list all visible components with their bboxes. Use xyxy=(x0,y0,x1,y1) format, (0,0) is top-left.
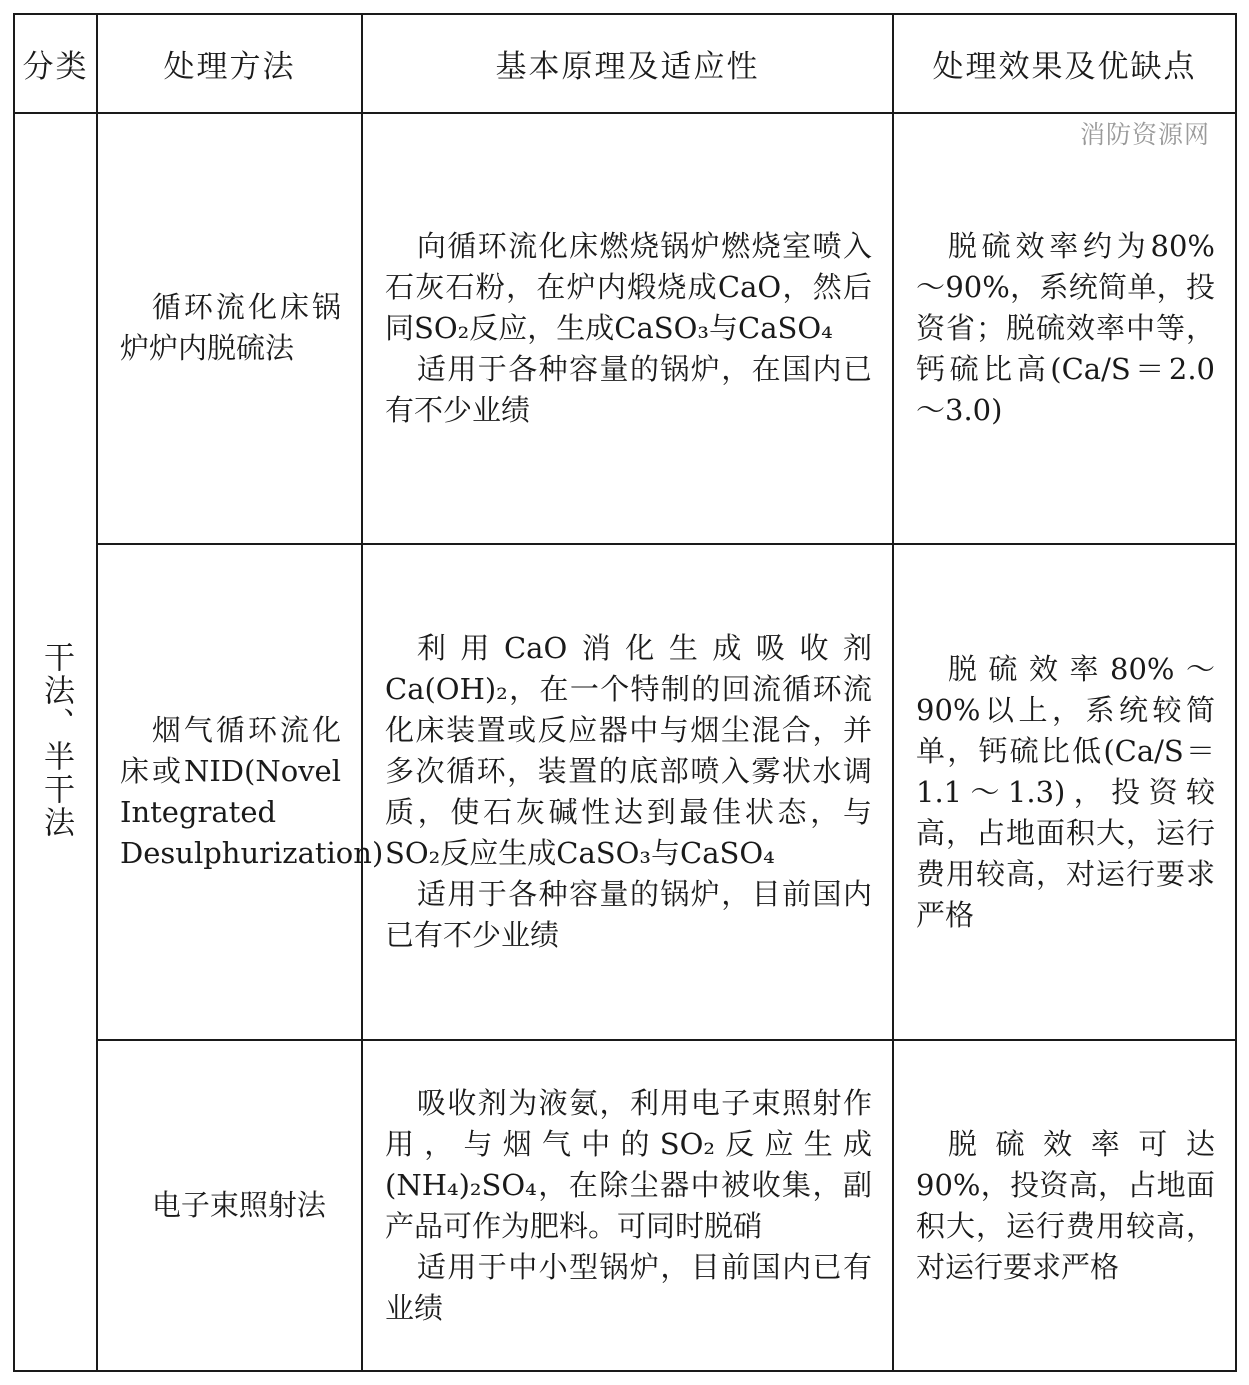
principle-paragraph: 利用CaO消化生成吸收剂Ca(OH)₂，在一个特制的回流循环流化床装置或反应器中与烟尘混合，并多次循环，装置的底部喷入雾状水调质，使石灰碱性达到最佳状态，与SO₂反应生成CaSO₃与CaSO₄ xyxy=(385,631,872,871)
effect-text: 脱硫效率80%～90%以上，系统较简单，钙硫比低(Ca/S＝1.1～1.3)，投资较高，占地面积大，运行费用较高，对运行要求严格 xyxy=(916,651,1215,932)
principle-cell xyxy=(362,1040,893,1371)
principle-cell xyxy=(362,544,893,1041)
category-label: 干法、半干法 xyxy=(38,641,74,840)
table-row xyxy=(14,113,1236,544)
principle-paragraph: 吸收剂为液氨，利用电子束照射作用，与烟气中的SO₂反应生成(NH₄)₂SO₄，在除尘器中被收集，副产品可作为肥料。可同时脱硝 xyxy=(385,1085,872,1243)
method-cell xyxy=(97,1040,362,1371)
effect-text: 脱硫效率可达90%，投资高，占地面积大，运行费用较高，对运行要求严格 xyxy=(916,1126,1215,1284)
category-cell xyxy=(14,113,97,1371)
header-method: 处理方法 xyxy=(97,14,362,113)
effect-text: 脱硫效率约为80%～90%，系统简单，投资省；脱硫效率中等，钙硫比高(Ca/S＝2.0～3.0) xyxy=(916,228,1215,427)
table-row xyxy=(14,1040,1236,1371)
effect-cell xyxy=(893,544,1236,1041)
principle-cell xyxy=(362,113,893,544)
effect-cell xyxy=(893,1040,1236,1371)
method-cell xyxy=(97,544,384,1041)
applicability-paragraph: 适用于各种容量的锅炉，目前国内已有不少业绩 xyxy=(385,877,872,953)
method-text: 烟气循环流化床或NID(Novel Integrated Desulphurization) xyxy=(120,713,384,871)
table-row xyxy=(14,544,1236,1041)
header-row xyxy=(14,14,1236,113)
header-principle: 基本原理及适应性 xyxy=(362,14,893,113)
header-effect: 处理效果及优缺点 xyxy=(893,14,1236,113)
method-cell xyxy=(97,113,362,544)
method-text: 循环流化床锅炉炉内脱硫法 xyxy=(120,290,341,366)
applicability-paragraph: 适用于各种容量的锅炉，在国内已有不少业绩 xyxy=(385,351,872,427)
principle-paragraph: 向循环流化床燃烧锅炉燃烧室喷入石灰石粉，在炉内煅烧成CaO，然后同SO₂反应，生成CaSO₃与CaSO₄ xyxy=(385,228,872,345)
method-text: 电子束照射法 xyxy=(151,1188,326,1223)
watermark-text: 消防资源网 xyxy=(1080,120,1211,149)
treatment-methods-table xyxy=(13,13,1237,1372)
effect-cell xyxy=(893,113,1236,544)
applicability-paragraph: 适用于中小型锅炉，目前国内已有业绩 xyxy=(385,1249,872,1325)
header-category: 分类 xyxy=(14,14,97,113)
